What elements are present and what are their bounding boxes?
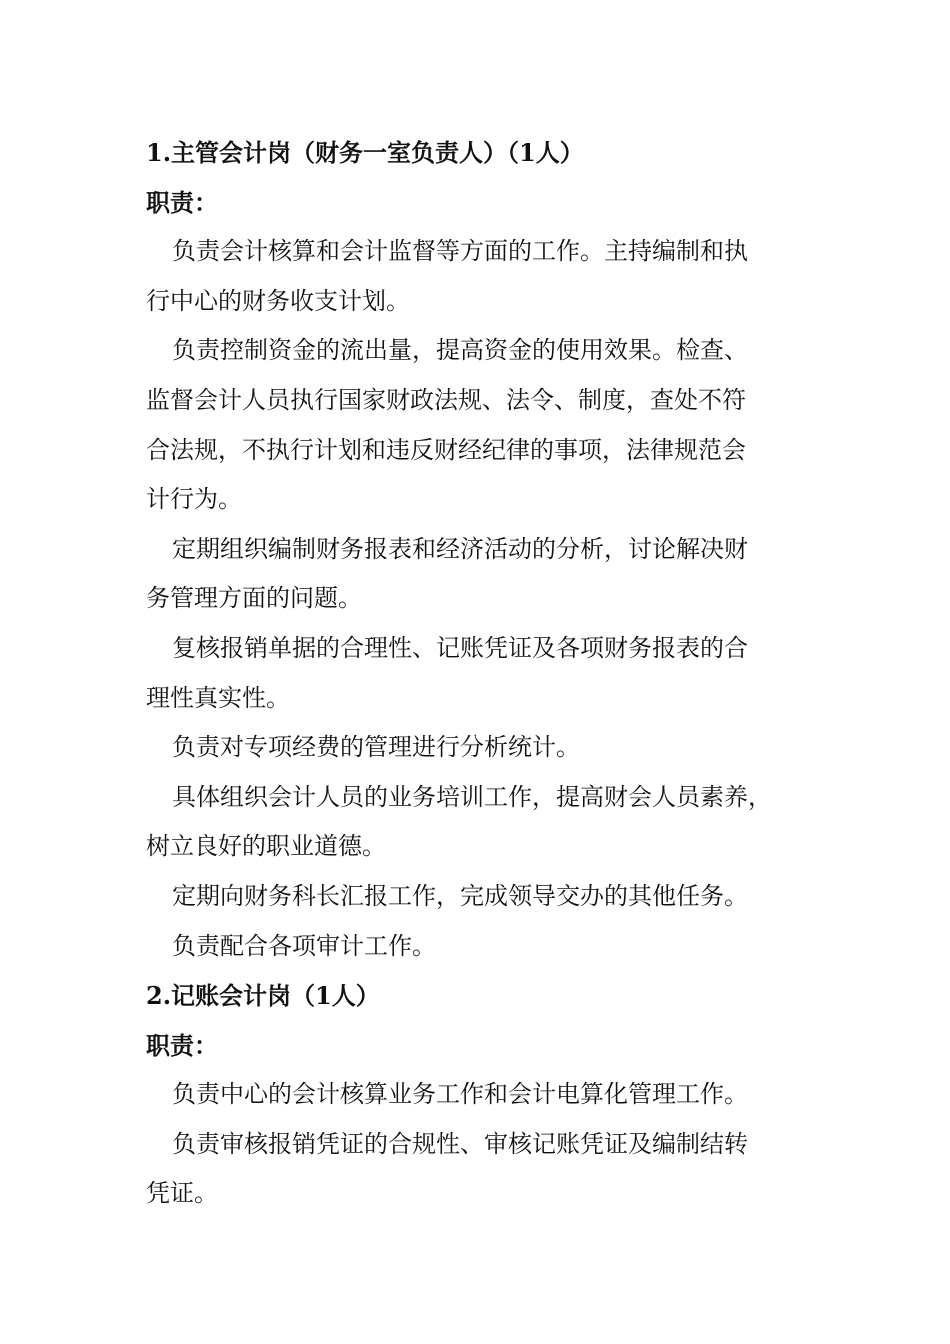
paragraph-line: 负责会计核算和会计监督等方面的工作。主持编制和执 <box>172 237 748 266</box>
paragraph-line: 负责配合各项审计工作。 <box>172 931 436 960</box>
section-heading: 2.记账会计岗（1人） <box>146 981 380 1011</box>
paragraph-line: 理性真实性。 <box>146 683 290 712</box>
paragraph-line: 树立良好的职业道德。 <box>146 832 386 861</box>
paragraph-line: 务管理方面的问题。 <box>146 584 362 613</box>
paragraph <box>146 872 816 922</box>
paragraph-line: 合法规，不执行计划和违反财经纪律的事项，法律规范会 <box>146 435 746 464</box>
section-heading: 1.主管会计岗（财务一室负责人）（1人） <box>146 138 584 167</box>
duty-label: 职责： <box>146 187 218 217</box>
paragraph <box>146 1120 816 1219</box>
paragraph-line: 负责审核报销凭证的合规性、审核记账凭证及编制结转 <box>172 1129 748 1158</box>
paragraph <box>146 773 816 872</box>
document-page <box>146 128 816 1219</box>
paragraph <box>146 1070 816 1120</box>
paragraph-line: 凭证。 <box>146 1179 218 1208</box>
paragraph-line: 具体组织会计人员的业务培训工作，提高财会人员素养， <box>172 782 772 811</box>
paragraph <box>146 624 816 723</box>
paragraph-line: 定期组织编制财务报表和经济活动的分析，讨论解决财 <box>172 534 748 563</box>
paragraph-line: 监督会计人员执行国家财政法规、法令、制度，查处不符 <box>146 385 746 414</box>
paragraph <box>146 326 816 524</box>
paragraph-line: 负责对专项经费的管理进行分析统计。 <box>172 733 580 762</box>
paragraph-line: 负责控制资金的流出量，提高资金的使用效果。检查、 <box>172 336 748 365</box>
duty-label: 职责： <box>146 1030 218 1060</box>
paragraph-line: 行中心的财务收支计划。 <box>146 286 410 315</box>
paragraph <box>146 723 816 773</box>
paragraph-line: 定期向财务科长汇报工作，完成领导交办的其他任务。 <box>172 881 748 910</box>
paragraph <box>146 227 816 326</box>
paragraph <box>146 525 816 624</box>
paragraph-line: 计行为。 <box>146 485 242 514</box>
paragraph-line: 负责中心的会计核算业务工作和会计电算化管理工作。 <box>172 1080 748 1109</box>
paragraph-line: 复核报销单据的合理性、记账凭证及各项财务报表的合 <box>172 633 748 662</box>
paragraph <box>146 922 816 972</box>
